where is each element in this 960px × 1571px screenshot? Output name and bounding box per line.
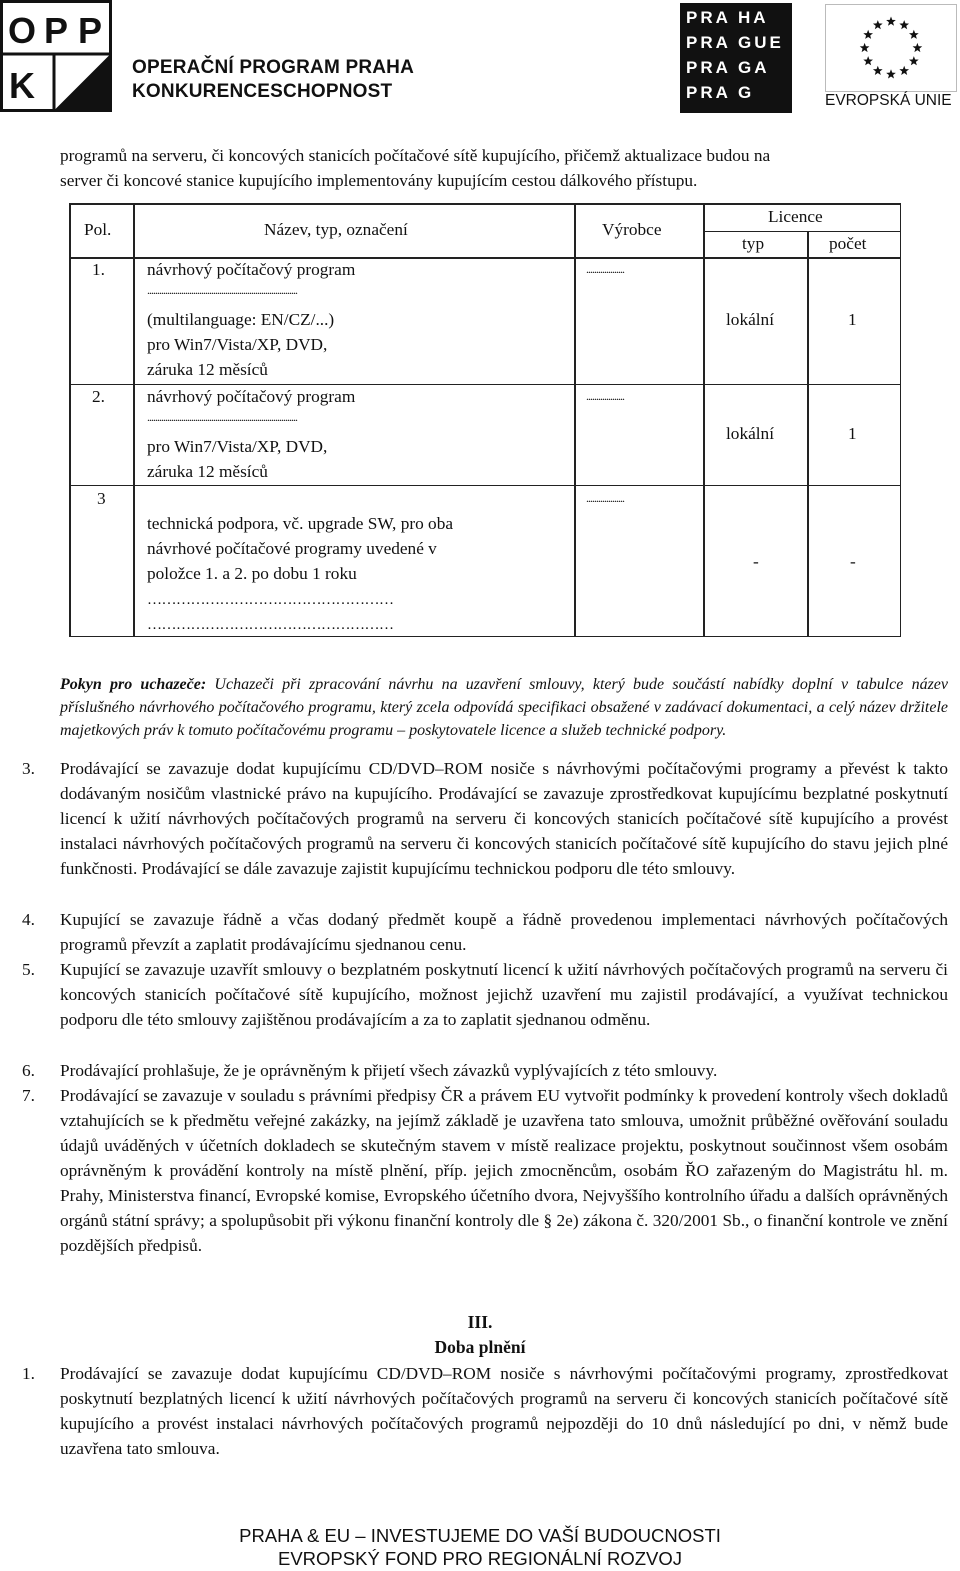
th-pol: Pol.: [84, 220, 112, 239]
opp-letter-k: K: [9, 65, 35, 106]
clause-number: 1.: [22, 1364, 35, 1383]
clause-text: Prodávající se zavazuje v souladu s právními předpisy ČR a právem EU vytvořit podmínky k provedení kontroly všech dokladů vztahujících se k předmětu veřejné zakázky, na jejímž základě je uzavřena tato smlouva, umožnit průběžné ověřování souladu údajů uváděných v účetních dokladech se skutečným stavem v místě realizace projektu, poskytnout součinnost všem osobám oprávněným k provádění kontroly na místě plnění, příp. jejich zmocněncům, osobám ŘO zařazeným do Magistrátu hl. m. Prahy, Ministerstva financí, Evropské komise, Evropského účetního dvora, Nejvyššího kontrolního úřadu a dalších oprávněných orgánů státní správy; a spolupůsobit při výkonu finanční kontroly dle § 2e) zákona č. 320/2001 Sb., o finanční kontrole ve znění pozdějších předpisů.: [60, 1086, 948, 1255]
row3-name-line: návrhové počítačové programy uvedené v: [147, 539, 437, 558]
opp-name-line2: KONKURENCESCHOPNOST: [132, 81, 393, 102]
product-table: [69, 203, 901, 637]
opp-letter-o: O: [8, 10, 37, 51]
intro-line-1: programů na serveru, či koncových stanicích počítačové sítě kupujícího, přičemž aktualizace budou na: [60, 146, 771, 165]
instruction-note: [60, 673, 948, 742]
th-vyrobce: Výrobce: [602, 220, 662, 239]
row1-name-line: záruka 12 měsíců: [147, 360, 268, 379]
row3-name-line: položce 1. a 2. po dobu 1 roku: [147, 564, 357, 583]
row1-pocet: 1: [848, 310, 857, 329]
section-title: Doba plnění: [434, 1337, 526, 1357]
row1-name-line: pro Win7/Vista/XP, DVD,: [147, 335, 328, 354]
row3-vyrobce: ...................: [586, 491, 624, 505]
section-number: III.: [467, 1312, 493, 1332]
intro-line-2: server či koncové stanice kupujícího implementovány kupujícím cestou dálkového přístupu.: [60, 171, 698, 190]
row1-name-line: návrhový počítačový program: [147, 260, 356, 279]
row2-typ: lokální: [726, 424, 774, 443]
clause-text: Kupující se zavazuje řádně a včas dodaný předmět koupě a řádně provedenou implementaci návrhových počítačových programů převzít a zaplatit prodávajícímu sjednanou cenu.: [60, 910, 948, 954]
clause-number: 6.: [22, 1061, 35, 1080]
row1-vyrobce: ...................: [586, 262, 624, 276]
row2-pocet: 1: [848, 424, 857, 443]
th-typ: typ: [742, 234, 765, 253]
row2-name-dots: ...........................................................................: [147, 410, 297, 424]
opp-letter-p2: P: [78, 10, 103, 51]
row1-pol: 1.: [92, 260, 105, 279]
footer-line-2: EVROPSKÝ FOND PRO REGIONÁLNÍ ROZVOJ: [278, 1548, 682, 1569]
row3-pocet: -: [850, 552, 856, 571]
th-nazev: Název, typ, označení: [264, 220, 408, 239]
praha-logo-row: PRA GUE: [686, 33, 784, 52]
clause-text: Kupující se zavazuje uzavřít smlouvy o bezplatném poskytnutí licencí k užití návrhových počítačových programů na serveru či koncových stanicích počítačové sítě kupujícího, možnost jejichž uzavření mu zajistil prodávající, a využívat technickou podporu dle této smlouvy zajištěnou prodávajícím a za to zaplatit sjednanou odměnu.: [60, 960, 948, 1029]
row3-name-dots: ……………………………………………: [147, 592, 394, 608]
row2-name-line: pro Win7/Vista/XP, DVD,: [147, 437, 328, 456]
instruction-label: Pokyn pro uchazeče:: [60, 676, 207, 693]
clause-text: Prodávající prohlašuje, že je oprávněným k přijetí všech závazků vyplývajících z této smlouvy.: [60, 1061, 718, 1080]
eu-flag-icon: [825, 4, 957, 92]
praha-logo-row: PRA HA: [686, 8, 769, 27]
row3-name-dots: ……………………………………………: [147, 617, 394, 633]
row1-name-line: (multilanguage: EN/CZ/...): [147, 310, 335, 329]
clause-number: 3.: [22, 759, 35, 778]
row2-name-line: záruka 12 měsíců: [147, 462, 268, 481]
clause-number: 5.: [22, 960, 35, 979]
praha-logo-row: PRA G: [686, 83, 755, 102]
row3-pol: 3: [97, 489, 106, 508]
praha-logo-row: PRA GA: [686, 58, 770, 77]
opp-logo-mark: [0, 0, 112, 112]
row1-typ: lokální: [726, 310, 774, 329]
row3-typ: -: [753, 552, 759, 571]
opp-letter-p1: P: [44, 10, 69, 51]
eu-label: EVROPSKÁ UNIE: [825, 92, 952, 109]
row2-vyrobce: ...................: [586, 389, 624, 403]
th-licence: Licence: [768, 207, 823, 226]
row1-name-dots: ...........................................................................: [147, 283, 297, 297]
clause-text: Prodávající se zavazuje dodat kupujícímu CD/DVD–ROM nosiče s návrhovými počítačovými programy, zprostředkovat poskytnutí bezplatných licencí k užití návrhových počítačových programů na serveru či koncových stanicích počítačové sítě kupujícího a provést instalaci návrhových počítačových programů nejpozději do 10 dnů následující po dni, v němž bude uzavřena tato smlouva.: [60, 1364, 948, 1458]
clause-number: 4.: [22, 910, 35, 929]
th-pocet: počet: [829, 234, 867, 253]
row3-name-line: technická podpora, vč. upgrade SW, pro oba: [147, 514, 454, 533]
page-header: [0, 0, 960, 120]
footer-line-1: PRAHA & EU – INVESTUJEME DO VAŠÍ BUDOUCNOSTI: [239, 1525, 721, 1546]
clause-text: Prodávající se zavazuje dodat kupujícímu CD/DVD–ROM nosiče s návrhovými počítačovými programy a převést k takto dodávaným nosičům vlastnické právo na kupujícího. Prodávající se zavazuje zprostředkovat kupujícímu bezplatné poskytnutí licencí k užití návrhových počítačových programů na serveru či koncových stanicích počítačové sítě kupujícího a provést instalaci návrhových počítačových programů na serveru či koncových stanicích počítačové sítě kupujícího do stavu jejich plné funkčnosti. Prodávající se dále zavazuje zajistit kupujícímu technickou podporu dle této smlouvy.: [60, 759, 948, 878]
row2-name-line: návrhový počítačový program: [147, 387, 356, 406]
praha-logo: [680, 3, 792, 113]
instruction-text: Uchazeči při zpracování návrhu na uzavření smlouvy, který bude součástí nabídky doplní v tabulce název příslušného návrhového počítačového programu, který zcela odpovídá specifikaci obsažené v zadávací dokumentaci, a celý název držitele majetkových práv k tomuto počítačovému programu – poskytovatele licence a služeb technické podpory.: [60, 676, 949, 739]
opp-name-line1: OPERAČNÍ PROGRAM PRAHA: [132, 57, 415, 78]
clause-number: 7.: [22, 1086, 35, 1105]
row2-pol: 2.: [92, 387, 105, 406]
